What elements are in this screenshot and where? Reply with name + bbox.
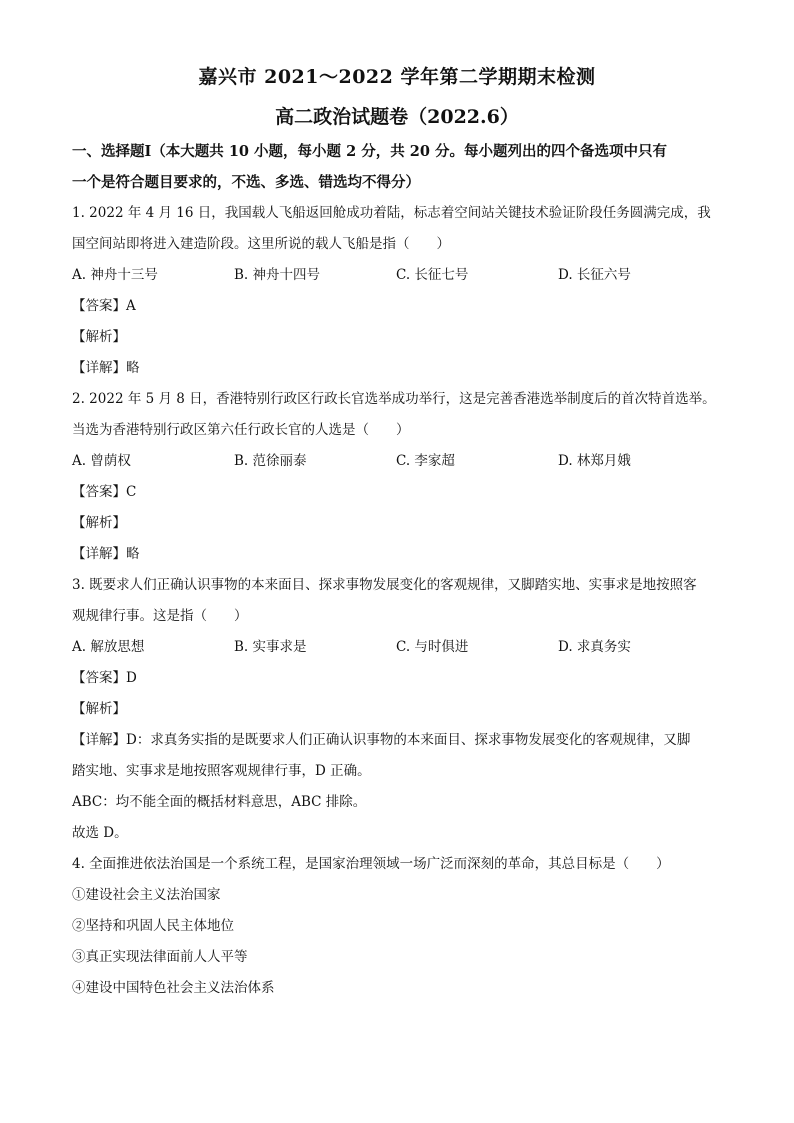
choice-item: ①建设社会主义法治国家 — [72, 887, 221, 903]
option-a: A. 解放思想 — [72, 639, 145, 655]
section-heading-line: 一、选择题Ⅰ（本大题共 10 小题，每小题 2 分，共 20 分。每小题列出的四个备选项中只有 — [72, 143, 668, 160]
analysis-label: 【解析】 — [72, 515, 126, 531]
section-heading — [72, 136, 722, 198]
option-c: C. 长征七号 — [396, 267, 469, 283]
options-row — [72, 632, 722, 663]
question-3 — [72, 570, 722, 849]
question-1 — [72, 198, 722, 384]
option-b: B. 实事求是 — [234, 639, 307, 655]
exam-subtitle: 高二政治试题卷（2022.6） — [275, 106, 519, 128]
question-stem-line: 国空间站即将进入建造阶段。这里所说的载人飞船是指（ ） — [72, 236, 450, 252]
option-d: D. 林郑月娥 — [558, 453, 631, 469]
option-a: A. 曾荫权 — [72, 453, 131, 469]
question-stem-line: 1. 2022 年 4 月 16 日，我国载人飞船返回舱成功着陆，标志着空间站关键技术验证阶段任务圆满完成，我 — [72, 205, 711, 221]
answer-label: 【答案】D — [72, 670, 137, 686]
section-heading-line: 一个是符合题目要求的，不选、多选、错选均不得分） — [72, 174, 420, 191]
option-b: B. 范徐丽泰 — [234, 453, 307, 469]
options-row — [72, 260, 722, 291]
option-b: B. 神舟十四号 — [234, 267, 321, 283]
option-d: D. 求真务实 — [558, 639, 631, 655]
exam-title: 嘉兴市 2021～2022 学年第二学期期末检测 — [198, 66, 596, 88]
question-stem-line: 3. 既要求人们正确认识事物的本来面目、探求事物发展变化的客观规律，又脚踏实地、实事求是地按照客 — [72, 577, 697, 593]
question-stem-line: 观规律行事。这是指（ ） — [72, 608, 248, 624]
analysis-label: 【解析】 — [72, 329, 126, 345]
detail-line: 故选 D。 — [72, 825, 128, 841]
detail-label: 【详解】略 — [72, 360, 140, 376]
answer-label: 【答案】C — [72, 484, 137, 500]
choice-item: ②坚持和巩固人民主体地位 — [72, 918, 234, 934]
question-stem-line: 2. 2022 年 5 月 8 日，香港特别行政区行政长官选举成功举行，这是完善香港选举制度后的首次特首选举。 — [72, 391, 716, 407]
choice-item: ③真正实现法律面前人人平等 — [72, 949, 248, 965]
option-d: D. 长征六号 — [558, 267, 631, 283]
detail-label: 【详解】略 — [72, 546, 140, 562]
option-c: C. 李家超 — [396, 453, 455, 469]
answer-label: 【答案】A — [72, 298, 136, 314]
question-2 — [72, 384, 722, 570]
exam-page — [72, 64, 722, 1004]
detail-line: ABC：均不能全面的概括材料意思，ABC 排除。 — [72, 794, 367, 810]
option-c: C. 与时俱进 — [396, 639, 469, 655]
choice-item: ④建设中国特色社会主义法治体系 — [72, 980, 275, 996]
question-stem-line: 4. 全面推进依法治国是一个系统工程，是国家治理领域一场广泛而深刻的革命，其总目标是（ ） — [72, 856, 670, 872]
option-a: A. 神舟十三号 — [72, 267, 158, 283]
question-4 — [72, 849, 722, 1004]
question-stem-line: 当选为香港特别行政区第六任行政长官的人选是（ ） — [72, 422, 410, 438]
options-row — [72, 446, 722, 477]
analysis-label: 【解析】 — [72, 701, 126, 717]
detail-line: 踏实地、实事求是地按照客观规律行事，D 正确。 — [72, 763, 371, 779]
detail-line: 【详解】D：求真务实指的是既要求人们正确认识事物的本来面目、探求事物发展变化的客观规律，又脚 — [72, 732, 691, 748]
